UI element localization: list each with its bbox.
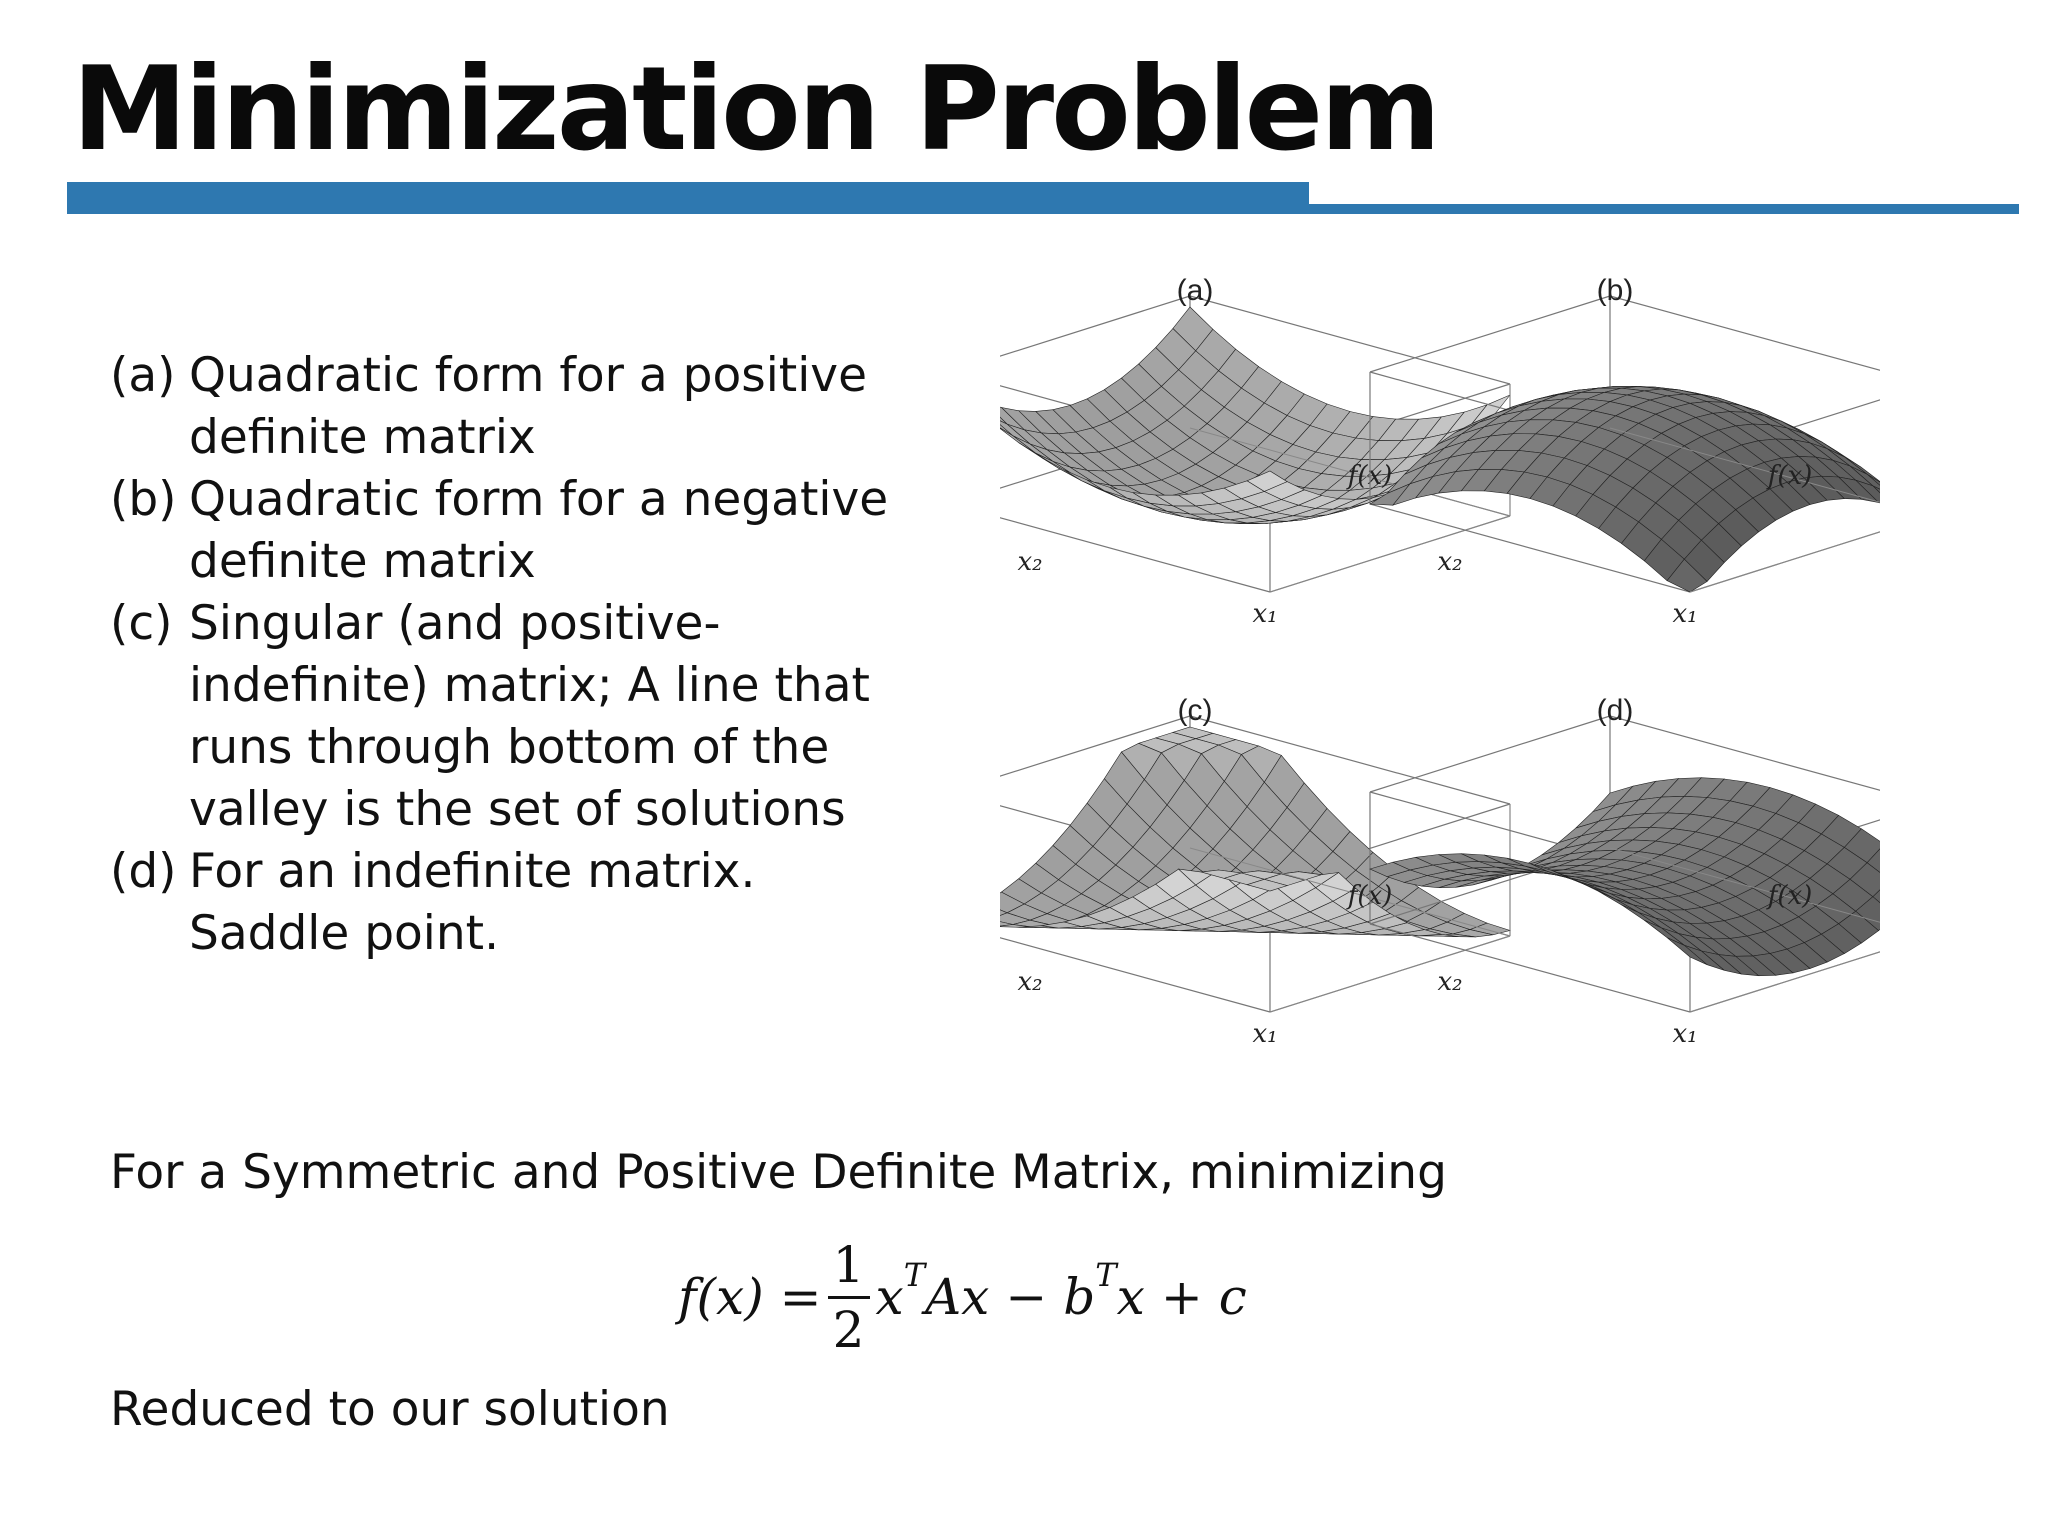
equation-minus: − xyxy=(1005,1268,1048,1326)
equation-transpose: T xyxy=(903,1256,926,1294)
quadratic-equation xyxy=(678,1232,1247,1362)
x2-axis-label: x₂ xyxy=(1017,967,1043,997)
panel-label: (a) xyxy=(1176,274,1214,307)
caption-item-b xyxy=(110,469,930,593)
x2-axis-label: x₂ xyxy=(1437,547,1463,577)
x1-axis-label: x₁ xyxy=(1672,599,1698,629)
caption-tag: (d) xyxy=(110,844,177,899)
equation-term-b: b xyxy=(1063,1268,1096,1326)
caption-text: Quadratic form for a negative definite matrix xyxy=(189,472,889,589)
equation-term-c: c xyxy=(1218,1268,1247,1326)
box-edge xyxy=(1370,296,1610,372)
conclusion-text: Reduced to our solution xyxy=(110,1382,670,1437)
equation-term-x: x xyxy=(875,1268,904,1326)
equation-plus: + xyxy=(1160,1268,1203,1326)
box-edge xyxy=(1270,516,1510,592)
z-axis-label: f(x) xyxy=(1767,461,1813,491)
surface-panel-dome xyxy=(1370,274,1880,629)
z-axis-label: f(x) xyxy=(1347,461,1393,491)
box-edge xyxy=(1270,936,1510,1012)
z-axis-label: f(x) xyxy=(1347,881,1393,911)
caption-tag: (b) xyxy=(110,472,177,527)
x2-axis-label: x₂ xyxy=(1017,547,1043,577)
equation-transpose-b: T xyxy=(1095,1256,1117,1294)
title-underline-thin xyxy=(1309,204,2019,214)
x2-axis-label: x₂ xyxy=(1437,967,1463,997)
page-title: Minimization Problem xyxy=(72,42,1439,177)
caption-item-a xyxy=(110,345,930,469)
box-edge xyxy=(1610,296,1880,384)
equation-term-bx: x xyxy=(1116,1268,1145,1326)
caption-text: For an indefinite matrix. Saddle point. xyxy=(189,844,756,961)
surface-panel-saddle xyxy=(1370,694,1880,1049)
caption-item-c xyxy=(110,593,930,841)
figure-caption-list xyxy=(110,345,930,965)
x1-axis-label: x₁ xyxy=(1672,1019,1698,1049)
caption-tag: (c) xyxy=(110,596,173,651)
panel-label: (d) xyxy=(1596,694,1634,727)
caption-tag: (a) xyxy=(110,348,176,403)
fraction-denominator: 2 xyxy=(832,1300,865,1359)
quadratic-surfaces-figure xyxy=(1000,270,1880,1070)
caption-item-d xyxy=(110,841,930,965)
x1-axis-label: x₁ xyxy=(1252,1019,1278,1049)
equation-fraction xyxy=(828,1235,870,1359)
fraction-numerator: 1 xyxy=(832,1235,865,1294)
caption-text: Singular (and positive-indefinite) matrix; A line that runs through bottom of the valley is the set of solutions xyxy=(189,596,870,837)
title-underline-thick xyxy=(67,182,1309,214)
equation-lhs: f(x) = xyxy=(678,1268,822,1326)
panel-label: (b) xyxy=(1596,274,1634,307)
box-edge xyxy=(1370,924,1690,1012)
x1-axis-label: x₁ xyxy=(1252,599,1278,629)
box-edge xyxy=(1370,716,1610,792)
z-axis-label: f(x) xyxy=(1767,881,1813,911)
intro-text: For a Symmetric and Positive Definite Matrix, minimizing xyxy=(110,1145,1447,1200)
equation-term-ax: Ax xyxy=(925,1268,990,1326)
caption-text: Quadratic form for a positive definite matrix xyxy=(189,348,867,465)
panel-label: (c) xyxy=(1177,694,1213,727)
